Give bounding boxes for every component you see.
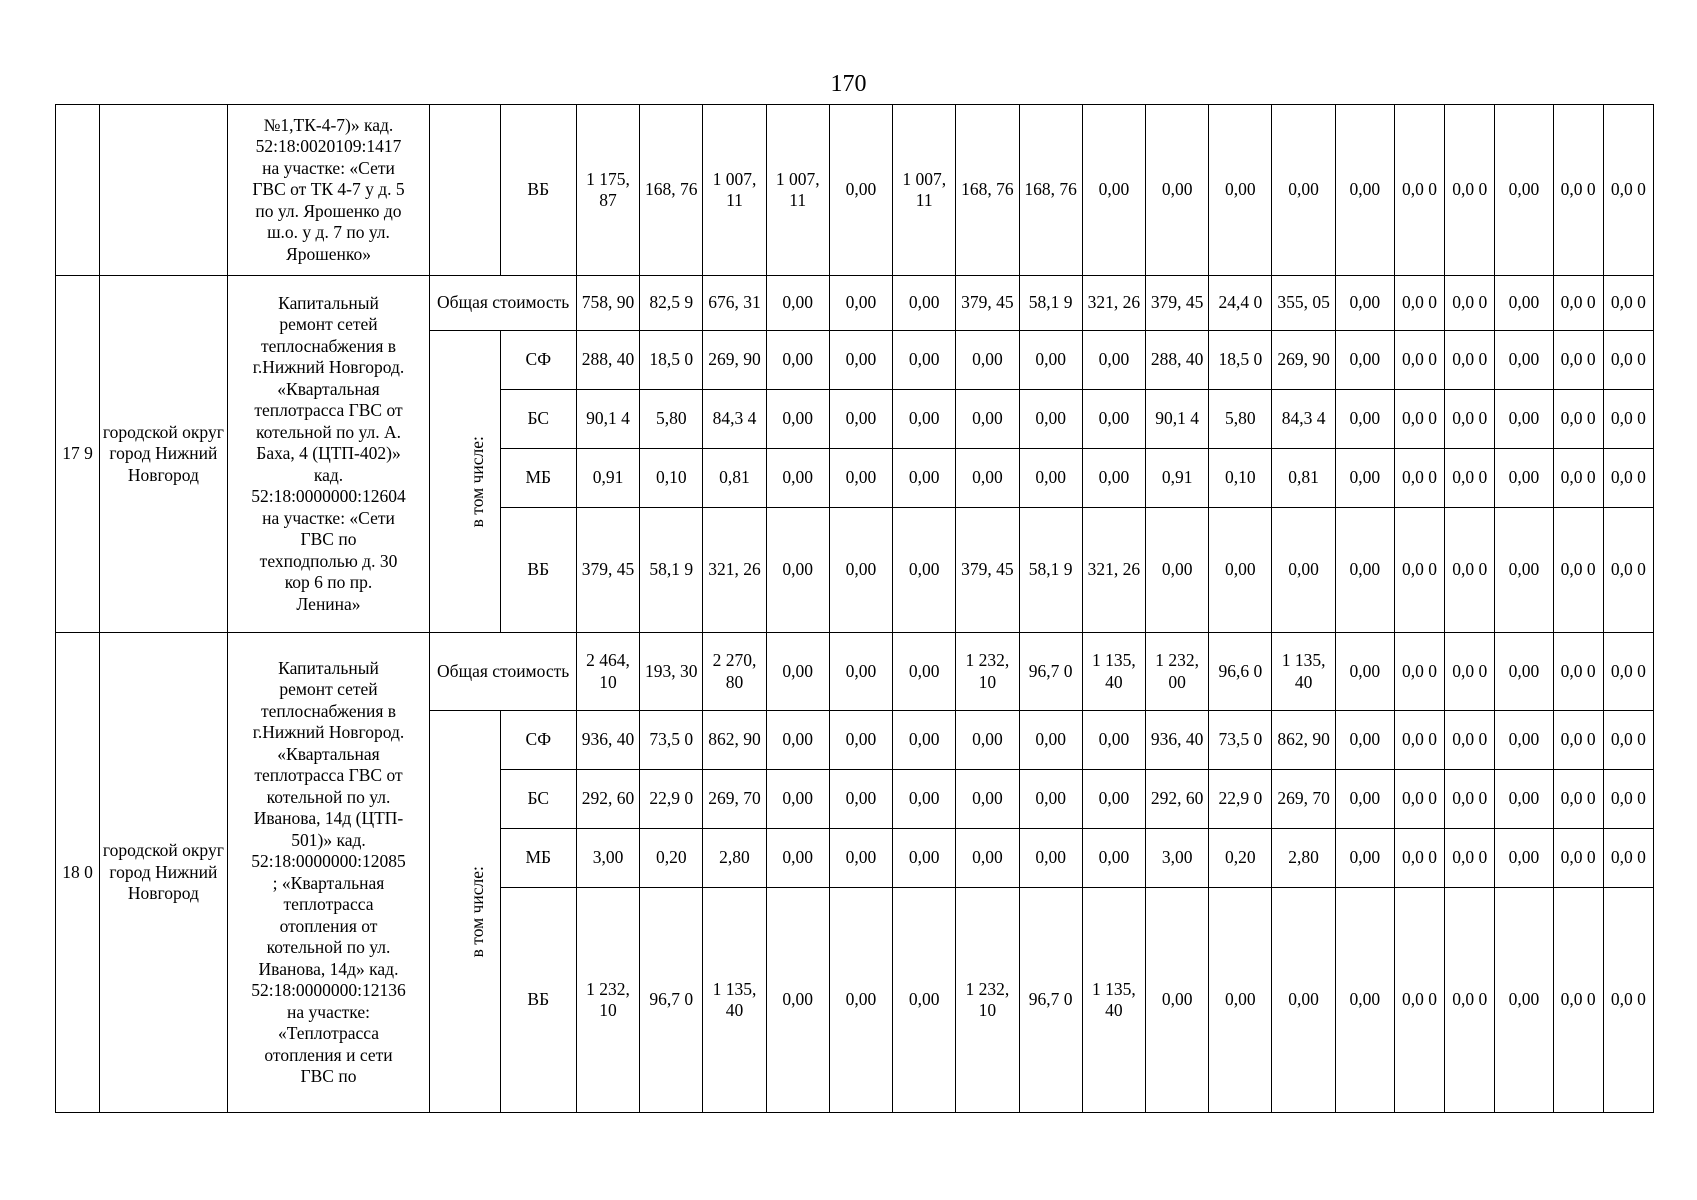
value-cell: 379, 45 [956, 276, 1019, 331]
value-cell: 82,5 9 [640, 276, 703, 331]
description-line: Ленина» [296, 593, 361, 614]
value-cell: 0,00 [829, 508, 892, 633]
value-cell: 0,91 [576, 449, 639, 508]
value-cell: 288, 40 [1146, 331, 1209, 390]
description-line: Иванова, 14д» кад. [258, 958, 399, 979]
value-cell: 0,0 0 [1553, 888, 1603, 1113]
value-cell: 0,00 [893, 711, 956, 770]
value-cell: 292, 60 [1146, 770, 1209, 829]
value-cell: 0,00 [1495, 331, 1553, 390]
value-cell: 0,10 [1209, 449, 1272, 508]
value-cell: 58,1 9 [640, 508, 703, 633]
value-cell: 1 007, 11 [703, 105, 766, 276]
value-cell: 96,7 0 [1019, 888, 1082, 1113]
value-cell: 18,5 0 [640, 331, 703, 390]
value-cell: 0,0 0 [1394, 888, 1444, 1113]
value-cell: 0,00 [1209, 105, 1272, 276]
value-cell: 0,00 [1082, 770, 1145, 829]
value-cell: 0,0 0 [1553, 633, 1603, 711]
description-line: Ярошенко» [286, 243, 371, 264]
value-cell: 0,00 [1272, 508, 1335, 633]
value-cell: 193, 30 [640, 633, 703, 711]
value-cell: 0,0 0 [1394, 390, 1444, 449]
value-cell: 936, 40 [1146, 711, 1209, 770]
description-line: котельной по ул. [266, 786, 391, 807]
value-cell: 0,0 0 [1553, 331, 1603, 390]
description-line: ; «Квартальная [272, 872, 385, 893]
description-line: г.Нижний Новгород. [252, 357, 405, 378]
value-cell: 321, 26 [703, 508, 766, 633]
row-number-cell: 18 0 [56, 633, 100, 1113]
value-cell: 0,00 [1495, 508, 1553, 633]
value-cell: 1 232, 10 [956, 888, 1019, 1113]
value-cell: 2 270, 80 [703, 633, 766, 711]
value-cell: 0,00 [1495, 888, 1553, 1113]
value-cell: 0,0 0 [1553, 390, 1603, 449]
description-line: отопления от [279, 915, 378, 936]
value-cell: 0,00 [1495, 105, 1553, 276]
value-cell: 168, 76 [640, 105, 703, 276]
value-cell: 22,9 0 [640, 770, 703, 829]
value-cell: 0,00 [766, 829, 829, 888]
description-line: 52:18:0000000:12604 [251, 486, 406, 507]
description-line: Капитальный [278, 657, 379, 678]
value-cell: 0,0 0 [1603, 633, 1653, 711]
sub-label-cell [430, 711, 500, 1113]
value-cell: 0,00 [893, 770, 956, 829]
value-cell: 73,5 0 [640, 711, 703, 770]
value-cell: 0,00 [956, 711, 1019, 770]
value-cell: 0,0 0 [1445, 770, 1495, 829]
value-cell: 0,00 [829, 390, 892, 449]
source-label-cell: БС [500, 770, 576, 829]
value-cell: 0,0 0 [1445, 449, 1495, 508]
value-cell: 0,00 [1082, 711, 1145, 770]
table-row [56, 276, 1654, 331]
value-cell: 0,0 0 [1445, 331, 1495, 390]
value-cell: 2 464, 10 [576, 633, 639, 711]
source-label-cell: ВБ [500, 888, 576, 1113]
description-line: Капитальный [278, 292, 379, 313]
value-cell: 0,0 0 [1445, 633, 1495, 711]
value-cell: 168, 76 [956, 105, 1019, 276]
description-line: ГВС от ТК 4-7 у д. 5 [252, 179, 405, 200]
source-label-cell: БС [500, 390, 576, 449]
description-line: теплотрасса ГВС от [254, 400, 403, 421]
value-cell: 0,00 [829, 711, 892, 770]
value-cell: 0,10 [640, 449, 703, 508]
value-cell: 0,00 [1495, 829, 1553, 888]
value-cell: 0,00 [1082, 449, 1145, 508]
value-cell: 0,91 [1146, 449, 1209, 508]
description-line: г.Нижний Новгород. [252, 722, 405, 742]
value-cell: 0,0 0 [1603, 770, 1653, 829]
description-line: котельной по ул. А. [255, 421, 402, 442]
value-cell: 379, 45 [576, 508, 639, 633]
value-cell: 0,00 [1272, 888, 1335, 1113]
source-label-cell: МБ [500, 829, 576, 888]
value-cell: 3,00 [576, 829, 639, 888]
value-cell: 0,00 [1082, 105, 1145, 276]
value-cell: 0,0 0 [1445, 711, 1495, 770]
description-line: техподполью д. 30 [259, 550, 398, 571]
value-cell: 0,00 [829, 888, 892, 1113]
value-cell: 0,0 0 [1553, 449, 1603, 508]
value-cell: 1 135, 40 [1272, 633, 1335, 711]
value-cell: 0,00 [1272, 105, 1335, 276]
value-cell: 676, 31 [703, 276, 766, 331]
value-cell: 18,5 0 [1209, 331, 1272, 390]
sub-label-cell [430, 105, 500, 276]
value-cell: 269, 90 [1272, 331, 1335, 390]
value-cell: 0,00 [956, 331, 1019, 390]
description-line: по ул. Ярошенко до [255, 200, 402, 221]
value-cell: 0,00 [766, 508, 829, 633]
value-cell: 0,00 [1495, 276, 1553, 331]
value-cell: 0,00 [1495, 711, 1553, 770]
value-cell: 73,5 0 [1209, 711, 1272, 770]
budget-table [55, 104, 1654, 1113]
value-cell: 0,0 0 [1394, 633, 1444, 711]
value-cell: 0,00 [829, 276, 892, 331]
source-label-cell: МБ [500, 449, 576, 508]
description-line: ГВС по [300, 529, 357, 550]
description-line: ш.о. у д. 7 по ул. [267, 222, 390, 243]
description-line: отопления и сети [264, 1044, 393, 1065]
value-cell: 0,00 [956, 829, 1019, 888]
value-cell: 1 135, 40 [1082, 633, 1145, 711]
description-cell [227, 276, 430, 633]
value-cell: 0,00 [766, 888, 829, 1113]
value-cell: 0,00 [1335, 390, 1394, 449]
value-cell: 0,0 0 [1553, 105, 1603, 276]
value-cell: 5,80 [640, 390, 703, 449]
table-row [56, 633, 1654, 711]
value-cell: 0,00 [893, 276, 956, 331]
value-cell: 0,81 [1272, 449, 1335, 508]
description-line: ГВС по [300, 1066, 357, 1086]
value-cell: 0,0 0 [1603, 105, 1653, 276]
value-cell: 0,0 0 [1394, 105, 1444, 276]
value-cell: 0,00 [1082, 331, 1145, 390]
value-cell: 0,0 0 [1603, 276, 1653, 331]
value-cell: 0,00 [1019, 770, 1082, 829]
value-cell: 0,0 0 [1603, 390, 1653, 449]
description-line: 52:18:0020109:1417 [255, 136, 402, 157]
value-cell: 0,0 0 [1553, 276, 1603, 331]
value-cell: 0,00 [1335, 105, 1394, 276]
value-cell: 0,00 [1495, 449, 1553, 508]
value-cell: 96,7 0 [640, 888, 703, 1113]
description-line: на участке: «Сети [262, 507, 395, 528]
description-line: «Квартальная [277, 378, 380, 399]
value-cell: 0,00 [1495, 770, 1553, 829]
description-line: 52:18:0000000:12085 [251, 851, 406, 871]
table-body [56, 105, 1654, 1113]
value-cell: 0,00 [1019, 449, 1082, 508]
value-cell: 0,00 [956, 449, 1019, 508]
table-row [56, 105, 1654, 276]
value-cell: 90,1 4 [1146, 390, 1209, 449]
description-line: №1,ТК-4-7)» кад. [263, 114, 394, 135]
value-cell: 90,1 4 [576, 390, 639, 449]
value-cell: 0,00 [1209, 508, 1272, 633]
value-cell: 0,00 [893, 633, 956, 711]
value-cell: 0,00 [1146, 888, 1209, 1113]
value-cell: 936, 40 [576, 711, 639, 770]
value-cell: 1 135, 40 [703, 888, 766, 1113]
value-cell: 58,1 9 [1019, 508, 1082, 633]
value-cell: 0,00 [1335, 276, 1394, 331]
value-cell: 0,0 0 [1603, 331, 1653, 390]
value-cell: 0,0 0 [1553, 829, 1603, 888]
sub-label-cell [430, 331, 500, 633]
value-cell: 1 135, 40 [1082, 888, 1145, 1113]
value-cell: 0,0 0 [1394, 331, 1444, 390]
value-cell: 0,00 [893, 449, 956, 508]
source-label-cell: СФ [500, 711, 576, 770]
page-number: 170 [830, 71, 867, 97]
value-cell: 0,00 [1495, 390, 1553, 449]
value-cell: 0,00 [956, 390, 1019, 449]
value-cell: 0,00 [893, 888, 956, 1113]
value-cell: 0,0 0 [1394, 711, 1444, 770]
district-cell [100, 105, 227, 276]
value-cell: 0,00 [1335, 449, 1394, 508]
value-cell: 269, 70 [1272, 770, 1335, 829]
value-cell: 758, 90 [576, 276, 639, 331]
value-cell: 0,0 0 [1445, 508, 1495, 633]
value-cell: 0,0 0 [1394, 829, 1444, 888]
value-cell: 862, 90 [703, 711, 766, 770]
value-cell: 0,00 [1335, 711, 1394, 770]
value-cell: 0,00 [1335, 770, 1394, 829]
value-cell: 292, 60 [576, 770, 639, 829]
value-cell: 0,00 [829, 633, 892, 711]
value-cell: 0,00 [1146, 105, 1209, 276]
value-cell: 0,00 [766, 633, 829, 711]
value-cell: 862, 90 [1272, 711, 1335, 770]
value-cell: 321, 26 [1082, 276, 1145, 331]
description-line: 501)» кад. [291, 829, 366, 850]
description-line: «Теплотрасса [277, 1023, 380, 1043]
source-label-cell: СФ [500, 331, 576, 390]
value-cell: 0,00 [766, 711, 829, 770]
value-cell: 0,0 0 [1394, 770, 1444, 829]
value-cell: 0,00 [1146, 508, 1209, 633]
description-line: 52:18:0000000:12136 [251, 980, 406, 1000]
value-cell: 0,00 [893, 390, 956, 449]
value-cell: 96,7 0 [1019, 633, 1082, 711]
value-cell: 0,00 [766, 449, 829, 508]
description-line: Иванова, 14д (ЦТП- [253, 808, 404, 828]
value-cell: 0,0 0 [1553, 508, 1603, 633]
value-cell: 0,0 0 [1603, 449, 1653, 508]
value-cell: 269, 70 [703, 770, 766, 829]
value-cell: 0,00 [766, 276, 829, 331]
value-cell: 0,0 0 [1394, 508, 1444, 633]
value-cell: 96,6 0 [1209, 633, 1272, 711]
value-cell: 0,20 [1209, 829, 1272, 888]
sub-label-text: в том числе: [467, 865, 488, 958]
value-cell: 0,0 0 [1445, 105, 1495, 276]
district-cell: городской округ город Нижний Новгород [100, 633, 227, 1113]
value-cell: 0,00 [1209, 888, 1272, 1113]
value-cell: 0,20 [640, 829, 703, 888]
value-cell: 0,00 [1019, 390, 1082, 449]
value-cell: 1 007, 11 [766, 105, 829, 276]
value-cell: 0,0 0 [1445, 276, 1495, 331]
value-cell: 84,3 4 [703, 390, 766, 449]
value-cell: 1 007, 11 [893, 105, 956, 276]
value-cell: 321, 26 [1082, 508, 1145, 633]
row-number-cell [56, 105, 100, 276]
value-cell: 0,0 0 [1603, 508, 1653, 633]
total-label-cell: Общая стоимость [430, 633, 577, 711]
value-cell: 0,00 [1335, 331, 1394, 390]
value-cell: 0,0 0 [1603, 888, 1653, 1113]
value-cell: 0,00 [829, 105, 892, 276]
value-cell: 0,00 [829, 770, 892, 829]
description-cell [227, 633, 430, 1113]
value-cell: 0,00 [1335, 888, 1394, 1113]
value-cell: 269, 90 [703, 331, 766, 390]
row-number-cell: 17 9 [56, 276, 100, 633]
description-line: кад. [313, 464, 344, 485]
value-cell: 0,00 [1335, 508, 1394, 633]
description-line: теплотрасса [283, 894, 374, 914]
value-cell: 0,00 [893, 829, 956, 888]
value-cell: 168, 76 [1019, 105, 1082, 276]
value-cell: 24,4 0 [1209, 276, 1272, 331]
description-cell [227, 105, 430, 276]
value-cell: 0,0 0 [1553, 711, 1603, 770]
total-label-cell: Общая стоимость [430, 276, 577, 331]
sub-label-text: в том числе: [467, 435, 488, 528]
value-cell: 0,00 [829, 829, 892, 888]
value-cell: 0,81 [703, 449, 766, 508]
value-cell: 379, 45 [1146, 276, 1209, 331]
description-line: ремонт сетей [279, 314, 378, 335]
value-cell: 0,00 [766, 770, 829, 829]
value-cell: 0,00 [766, 331, 829, 390]
value-cell: 0,0 0 [1445, 390, 1495, 449]
description-line: теплоснабжения в [260, 335, 397, 356]
value-cell: 84,3 4 [1272, 390, 1335, 449]
description-line: котельной по ул. [266, 937, 391, 957]
value-cell: 0,0 0 [1445, 888, 1495, 1113]
description-line: на участке: «Сети [262, 157, 395, 178]
value-cell: 0,0 0 [1603, 711, 1653, 770]
source-label-cell: ВБ [500, 105, 576, 276]
value-cell: 0,00 [1019, 331, 1082, 390]
value-cell: 0,00 [1082, 390, 1145, 449]
value-cell: 2,80 [1272, 829, 1335, 888]
value-cell: 0,00 [1335, 633, 1394, 711]
description-line: кор 6 по пр. [284, 572, 373, 593]
description-line: Баха, 4 (ЦТП-402)» [256, 443, 401, 464]
description-line: теплоснабжения в [260, 700, 397, 721]
value-cell: 355, 05 [1272, 276, 1335, 331]
description-line: «Квартальная [277, 743, 380, 764]
value-cell: 1 232, 00 [1146, 633, 1209, 711]
value-cell: 2,80 [703, 829, 766, 888]
value-cell: 0,0 0 [1394, 449, 1444, 508]
description-line: теплотрасса ГВС от [254, 765, 403, 785]
value-cell: 0,0 0 [1445, 829, 1495, 888]
value-cell: 0,00 [956, 770, 1019, 829]
value-cell: 0,00 [1082, 829, 1145, 888]
value-cell: 1 232, 10 [956, 633, 1019, 711]
value-cell: 379, 45 [956, 508, 1019, 633]
value-cell: 22,9 0 [1209, 770, 1272, 829]
value-cell: 0,00 [893, 331, 956, 390]
value-cell: 0,00 [1019, 829, 1082, 888]
value-cell: 1 232, 10 [576, 888, 639, 1113]
description-line: на участке: [287, 1001, 370, 1022]
value-cell: 0,00 [1335, 829, 1394, 888]
value-cell: 5,80 [1209, 390, 1272, 449]
district-cell: городской округ город Нижний Новгород [100, 276, 227, 633]
value-cell: 0,00 [1495, 633, 1553, 711]
value-cell: 0,00 [1019, 711, 1082, 770]
value-cell: 0,0 0 [1603, 829, 1653, 888]
value-cell: 0,00 [766, 390, 829, 449]
value-cell: 0,0 0 [1394, 276, 1444, 331]
value-cell: 1 175, 87 [576, 105, 639, 276]
description-line: ремонт сетей [279, 679, 378, 699]
value-cell: 0,00 [829, 449, 892, 508]
value-cell: 0,0 0 [1553, 770, 1603, 829]
value-cell: 58,1 9 [1019, 276, 1082, 331]
source-label-cell: ВБ [500, 508, 576, 633]
value-cell: 3,00 [1146, 829, 1209, 888]
value-cell: 0,00 [829, 331, 892, 390]
value-cell: 0,00 [893, 508, 956, 633]
value-cell: 288, 40 [576, 331, 639, 390]
